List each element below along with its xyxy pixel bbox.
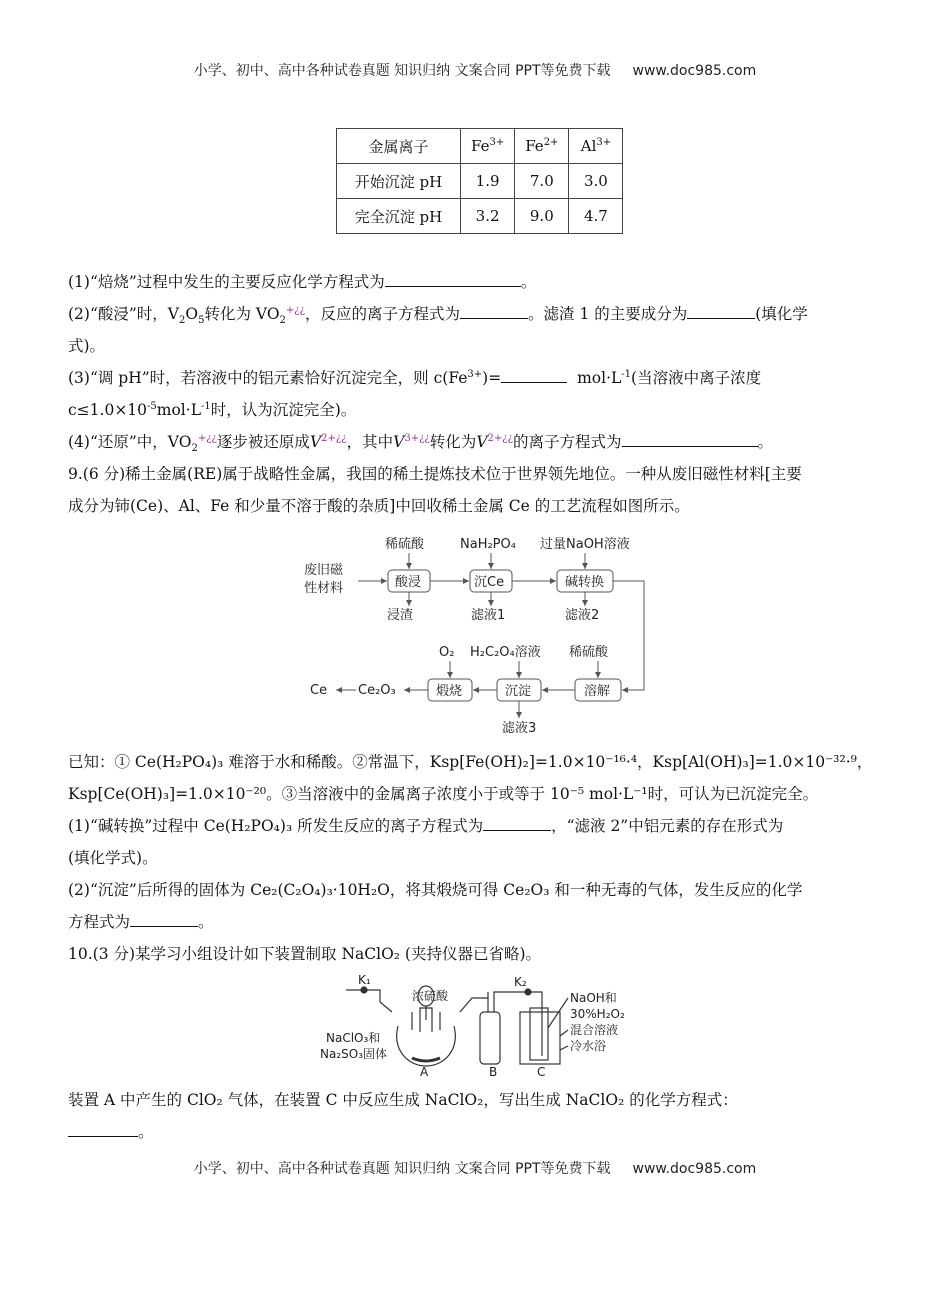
- reagent-label: NaH₂PO₄: [460, 537, 516, 552]
- q8-part1: (1)“焙烧”过程中发生的主要反应化学方程式为 。: [68, 273, 537, 291]
- input-label: 废旧磁: [304, 563, 344, 578]
- answer-blank[interactable]: [501, 368, 567, 383]
- table-row: [337, 129, 623, 164]
- step-label: 溶解: [584, 684, 611, 699]
- table-cell: 完全沉淀 pH: [337, 199, 461, 234]
- ce-flow-diagram: [290, 534, 660, 738]
- table-cell: 3.2: [461, 199, 515, 234]
- apparatus-diagram: [316, 972, 648, 1082]
- beaker-label: C: [537, 1065, 546, 1079]
- q9-part2: (2)“沉淀”后所得的固体为 Ce₂(C₂O₄)₃·10H₂O，将其煅烧可得 Ce₂O₃ 和一种无毒的气体，发生反应的化学: [68, 881, 803, 899]
- answer-blank[interactable]: [483, 816, 551, 831]
- q8-part3: (3)“调 pH”时，若溶液中的铝元素恰好沉淀完全，则 $c(Fe^{3+})= mol\cdot L^{-1}$(当溶液中离子浓度: [68, 368, 762, 387]
- output-label: 滤液3: [502, 721, 537, 736]
- step-label: 碱转换: [565, 575, 605, 590]
- reagent-label: 混合溶液: [570, 1023, 619, 1037]
- q9-part1: (1)“碱转换”过程中 Ce(H₂PO₄)₃ 所发生反应的离子方程式为 ，“滤液 2”中铝元素的存在形式为: [68, 817, 784, 835]
- solid-label: Na₂SO₃固体: [320, 1047, 388, 1061]
- table-header-cell: $Fe^{2+}$: [515, 129, 569, 164]
- valve-label: K₁: [358, 973, 371, 987]
- bottle-label: B: [489, 1065, 498, 1079]
- question-10-body: 装置 A 中产生的 ClO₂ 气体，在装置 C 中反应生成 NaClO₂，写出生成 NaClO₂ 的化学方程式： 。: [68, 1091, 738, 1141]
- answer-blank[interactable]: [130, 912, 198, 927]
- step-label: 酸浸: [395, 575, 422, 590]
- table-header-cell: $Fe^{3+}$: [461, 129, 515, 164]
- table-row: [337, 199, 623, 234]
- product-label: Ce: [310, 683, 328, 698]
- q9-known: 已知：① Ce(H₂PO₄)₃ 难溶于水和稀酸。②常温下，Ksp[Fe(OH)₂]=1.0×10⁻¹⁶·⁴，Ksp[Al(OH)₃]=1.0×10⁻³²·⁹，: [68, 753, 873, 771]
- table-header-cell: 金属离子: [337, 129, 461, 164]
- question-9-parts: 已知：① Ce(H₂PO₄)₃ 难溶于水和稀酸。②常温下，Ksp[Fe(OH)₂]=1.0×10⁻¹⁶·⁴，Ksp[Al(OH)₃]=1.0×10⁻³²·⁹， Ksp[Ce(OH)₃]=1.0×10⁻²⁰。③当溶液中的金属离子浓度小于或等于 10⁻⁵ mol·L⁻¹时，可认为已沉淀完全。 (1)“碱转换”过程中 Ce(H₂PO₄)₃ 所发生反应的离子方程式为 ，“滤液 2”中铝元素的存在形式为 (填化学式)。 (2)“沉淀”后所得的固体为 Ce₂(C₂O₄)₃·10H₂O，将其煅烧可得 Ce₂O₃ 和一种无毒的气体，发生反应的化学 方程式为 。 10.(3 分)某学习小组设计如下装置制取 NaClO₂ (夹持仪器已省略)。: [68, 746, 890, 970]
- acid-label: 浓硫酸: [412, 989, 449, 1003]
- reagent-label: 冷水浴: [570, 1039, 607, 1053]
- reagent-label: 稀硫酸: [569, 645, 609, 660]
- output-label: 滤液2: [565, 608, 600, 623]
- q8-part4: (4)“还原”中，$VO_2^{+¿¿}$逐步被还原成$V^{2+¿¿}$，其中$V^{3+¿¿}$转化为$V^{2+¿¿}$的离子方程式为 。: [68, 432, 774, 455]
- page-footer: 小学、初中、高中各种试卷真题 知识归纳 文案合同 PPT等免费下载 www.doc985.com: [193, 1161, 757, 1177]
- ph-table: [336, 128, 623, 234]
- table-cell: 9.0: [515, 199, 569, 234]
- table-cell: 1.9: [461, 164, 515, 199]
- output-label: 浸渣: [387, 608, 414, 623]
- step-label: 沉Ce: [474, 575, 505, 590]
- table-cell: 开始沉淀 pH: [337, 164, 461, 199]
- reagent-label: 30%H₂O₂: [570, 1007, 625, 1021]
- answer-blank[interactable]: [687, 304, 755, 319]
- answer-blank[interactable]: [622, 432, 758, 447]
- page-header: 小学、初中、高中各种试卷真题 知识归纳 文案合同 PPT等免费下载 www.doc985.com: [193, 63, 757, 79]
- flask-label: A: [420, 1065, 429, 1079]
- table-row: [337, 164, 623, 199]
- table-header-cell: $Al^{3+}$: [569, 129, 623, 164]
- reagent-label: 过量NaOH溶液: [540, 537, 630, 552]
- output-label: 滤液1: [471, 608, 506, 623]
- question-8-parts: (1)“焙烧”过程中发生的主要反应化学方程式为 。 (2)“酸浸”时，$V_2O_5$转化为 $VO_2^{+¿¿}$，反应的离子方程式为 。滤渣 1 的主要成分为 (填化学 式)。 (3)“调 pH”时，若溶液中的铝元素恰好沉淀完全，则 $c(Fe^{3+})= mol\cdot L^{-1}$(当溶液中离子浓度 $c\le 1.0\times 10^{-5}mol\cdot L^{-1}$时，认为沉淀完全)。 (4)“还原”中，$VO_2^{+¿¿}$逐步被还原成$V^{2+¿¿}$，其中$V^{3+¿¿}$转化为$V^{2+¿¿}$的离子方程式为 。 9.(6 分)稀土金属(RE)属于战略性金属，我国的稀土提炼技术位于世界领先地位。一种从废旧磁性材料[主要 成分为铈(Ce)、Al、Fe 和少量不溶于酸的杂质]中回收稀土金属 Ce 的工艺流程如图所示。: [68, 266, 890, 522]
- step-label: 沉淀: [505, 684, 532, 699]
- q9-intro: 9.(6 分)稀土金属(RE)属于战略性金属，我国的稀土提炼技术位于世界领先地位。一种从废旧磁性材料[主要: [68, 465, 802, 483]
- step-label: 煅烧: [436, 684, 463, 699]
- valve-label: K₂: [514, 975, 527, 989]
- q10-title: 10.(3 分)某学习小组设计如下装置制取 NaClO₂ (夹持仪器已省略)。: [68, 945, 542, 963]
- answer-blank[interactable]: [385, 272, 521, 287]
- answer-blank[interactable]: [460, 304, 528, 319]
- reagent-label: H₂C₂O₄溶液: [470, 645, 541, 660]
- product-label: Ce₂O₃: [358, 683, 396, 698]
- reagent-label: NaOH和: [570, 991, 617, 1005]
- table-cell: 4.7: [569, 199, 623, 234]
- answer-blank[interactable]: [68, 1122, 138, 1137]
- input-label: 性材料: [304, 581, 344, 596]
- table-cell: 3.0: [569, 164, 623, 199]
- reagent-label: 稀硫酸: [385, 537, 425, 552]
- table-cell: 7.0: [515, 164, 569, 199]
- solid-label: NaClO₃和: [326, 1031, 381, 1045]
- q8-part2: (2)“酸浸”时，$V_2O_5$转化为 $VO_2^{+¿¿}$，反应的离子方程式为 。滤渣 1 的主要成分为 (填化学: [68, 304, 808, 327]
- reagent-label: O₂: [439, 645, 455, 660]
